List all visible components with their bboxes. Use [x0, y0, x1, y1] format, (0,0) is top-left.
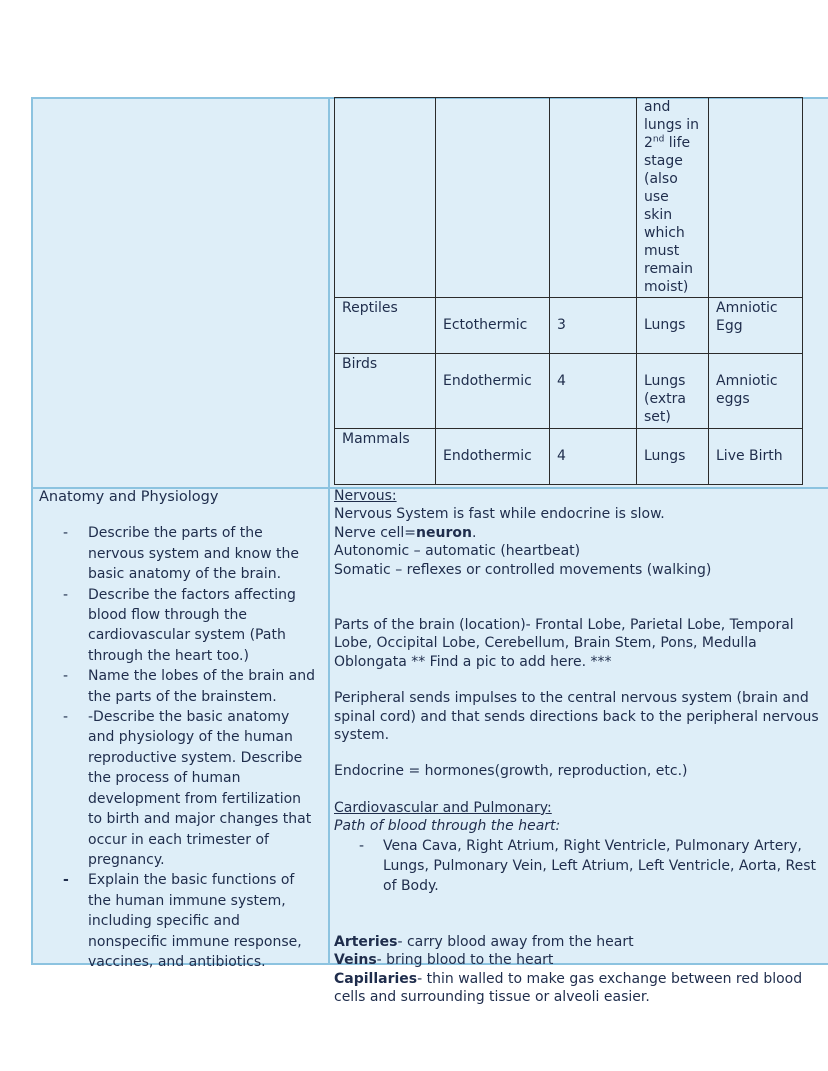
spacer	[334, 671, 828, 689]
list-item: - -Describe the basic anatomy and physiology of the human reproductive system. Describe the process of human development from fertilization to birth and major changes that occur in each trimester of pregnancy.	[63, 709, 312, 868]
animal-name-cell: Birds	[335, 354, 436, 429]
dash-bullet: -	[63, 586, 69, 603]
note-line: Nervous System is fast while endocrine is slow.	[334, 506, 665, 523]
notes-column	[334, 487, 828, 1006]
objectives-column	[39, 487, 319, 972]
thermo-cell: Endothermic	[436, 354, 550, 429]
respiration-cell: and lungs in 2nd life stage (also use skin which must remain moist)	[637, 98, 709, 298]
table-cell	[436, 98, 550, 298]
list-item: - Describe the factors affecting blood flow through the cardiovascular system (Path through the heart too.)	[63, 586, 296, 664]
chambers-cell: 3	[550, 298, 637, 354]
animal-classification-table	[334, 97, 803, 485]
reproduction-cell: Amniotic eggs	[709, 354, 803, 429]
reproduction-cell: Amniotic Egg	[709, 298, 803, 354]
note-line: Arteries- carry blood away from the heart	[334, 933, 634, 950]
list-item: - Describe the parts of the nervous system and know the basic anatomy of the brain.	[63, 525, 299, 583]
table-row	[335, 98, 803, 298]
note-line: Somatic – reflexes or controlled movements (walking)	[334, 561, 712, 578]
spacer	[334, 781, 828, 799]
note-line: Nerve cell=neuron.	[334, 524, 477, 541]
chambers-cell: 4	[550, 429, 637, 485]
respiration-cell: Lungs (extra set)	[637, 354, 709, 429]
nervous-heading: Nervous:	[334, 488, 397, 504]
list-item: - Name the lobes of the brain and the parts of the brainstem.	[63, 668, 316, 705]
table-cell	[550, 98, 637, 298]
animal-name-cell: Mammals	[335, 429, 436, 485]
cardio-heading: Cardiovascular and Pulmonary:	[334, 799, 552, 816]
reproduction-cell: Live Birth	[709, 429, 803, 485]
respiration-cell: Lungs	[637, 298, 709, 354]
list-item: - Explain the basic functions of the human immune system, including specific and nonspecific immune response, vaccines, and antibiotics.	[63, 872, 302, 970]
table-row	[335, 429, 803, 485]
thermo-cell: Endothermic	[436, 429, 550, 485]
note-paragraph: Peripheral sends impulses to the central nervous system (brain and spinal cord) and that sends directions back to the peripheral nervous system.	[334, 690, 819, 744]
thermo-cell: Ectothermic	[436, 298, 550, 354]
table-row	[335, 354, 803, 429]
note-line: Veins- bring blood to the heart	[334, 952, 554, 969]
dash-bullet: -	[63, 709, 69, 726]
dash-bullet: -	[63, 872, 69, 889]
note-paragraph: Parts of the brain (location)- Frontal Lobe, Parietal Lobe, Temporal Lobe, Occipital Lobe, Cerebellum, Brain Stem, Pons, Medulla Oblongata ** Find a pic to add here. ***	[334, 617, 794, 670]
column-divider	[328, 99, 330, 963]
dash-bullet: -	[359, 837, 365, 854]
table-row	[335, 298, 803, 354]
dash-bullet: -	[63, 668, 69, 685]
dash-bullet: -	[63, 525, 69, 542]
table-cell	[335, 98, 436, 298]
animal-name-cell: Reptiles	[335, 298, 436, 354]
spacer	[334, 744, 828, 762]
objectives-list	[39, 523, 319, 972]
chambers-cell: 4	[550, 354, 637, 429]
list-item: - Vena Cava, Right Atrium, Right Ventricle, Pulmonary Artery, Lungs, Pulmonary Vein, Left Atrium, Left Ventricle, Aorta, Rest of Body.	[359, 837, 817, 894]
note-line: Autonomic – automatic (heartbeat)	[334, 543, 581, 560]
path-heading: Path of blood through the heart:	[334, 818, 561, 835]
table-cell	[709, 98, 803, 298]
spacer	[334, 579, 828, 616]
note-paragraph: Capillaries- thin walled to make gas exchange between red blood cells and surrounding tissue or alveoli easier.	[334, 970, 803, 1005]
note-line: Endocrine = hormones(growth, reproduction, etc.)	[334, 763, 688, 780]
respiration-cell: Lungs	[637, 429, 709, 485]
spacer	[334, 896, 828, 933]
section-title: Anatomy and Physiology	[39, 489, 219, 505]
